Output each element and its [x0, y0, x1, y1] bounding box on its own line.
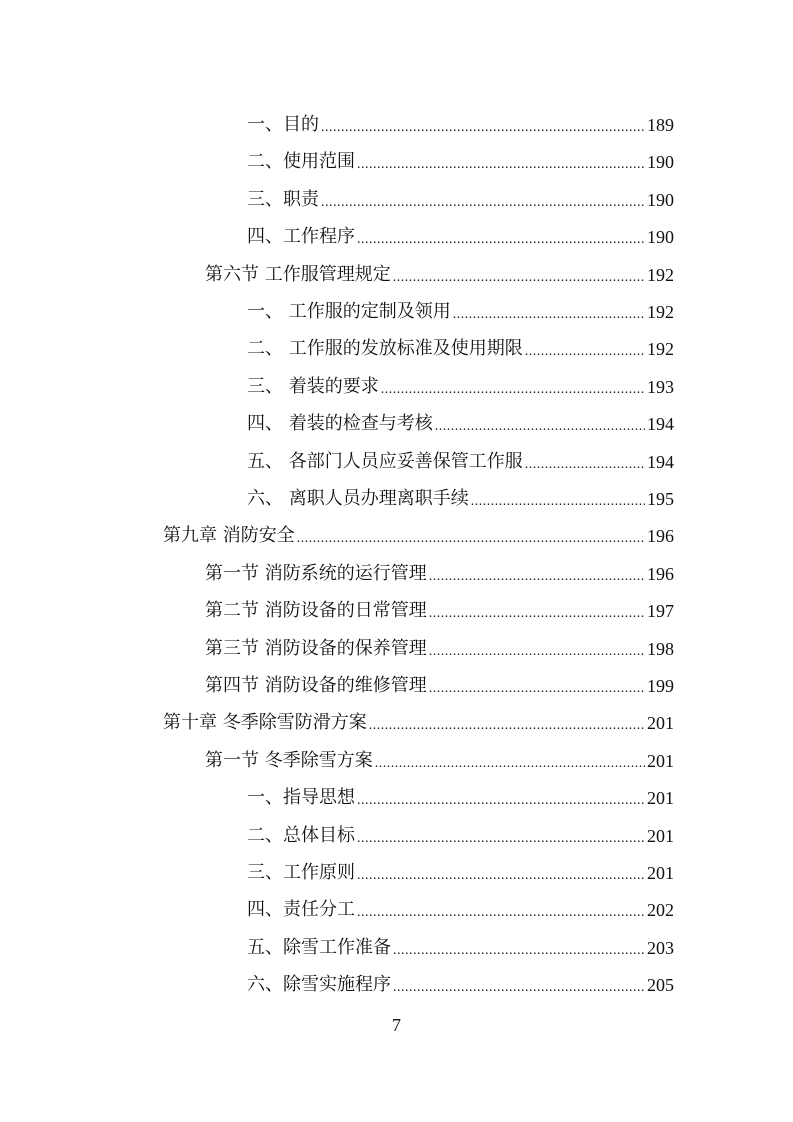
dot-leader — [357, 150, 645, 174]
toc-entry-page: 196 — [647, 563, 674, 584]
toc-entry-title: 五、除雪工作准备 — [247, 936, 391, 958]
toc-entry-title: 四、 着装的检查与考核 — [247, 413, 433, 435]
dot-leader — [429, 562, 645, 586]
toc-entry-page: 196 — [647, 526, 674, 547]
dot-leader — [429, 599, 645, 623]
toc-entry[interactable] — [163, 511, 674, 548]
dot-leader — [357, 786, 645, 810]
toc-entry[interactable] — [205, 586, 674, 623]
toc-entry-title: 一、目的 — [247, 114, 319, 135]
toc-entry[interactable] — [247, 100, 674, 137]
toc-entry-title: 四、责任分工 — [247, 899, 355, 921]
toc-entry[interactable] — [205, 250, 674, 287]
toc-entry[interactable] — [247, 175, 674, 212]
dot-leader — [453, 300, 645, 324]
dot-leader — [429, 674, 645, 698]
dot-leader — [321, 188, 645, 212]
toc-entry-title: 第一节 消防系统的运行管理 — [205, 562, 427, 584]
toc-entry-title: 二、 工作服的发放标准及使用期限 — [247, 338, 523, 360]
dot-leader — [393, 263, 645, 287]
dot-leader — [321, 113, 645, 137]
toc-entry-page: 190 — [647, 227, 674, 248]
toc-entry-title: 六、 离职人员办理离职手续 — [247, 488, 469, 509]
toc-entry-page: 197 — [647, 601, 674, 622]
toc-entry-page: 194 — [647, 414, 674, 435]
toc-entry[interactable] — [205, 736, 674, 773]
toc-entry-title: 四、工作程序 — [247, 226, 355, 248]
toc-entry-title: 六、除雪实施程序 — [247, 974, 391, 996]
toc-entry[interactable] — [247, 362, 674, 399]
toc-entry-page: 193 — [647, 376, 674, 397]
dot-leader — [357, 824, 645, 848]
toc-entry[interactable] — [247, 287, 674, 324]
dot-leader — [357, 861, 645, 885]
dot-leader — [381, 375, 645, 399]
dot-leader — [297, 524, 645, 548]
dot-leader — [525, 450, 645, 474]
toc-entry-page: 201 — [647, 713, 674, 734]
toc-entry[interactable] — [247, 811, 674, 848]
toc-entry[interactable] — [247, 923, 674, 960]
toc-entry-page: 203 — [647, 937, 674, 958]
toc-entry-title: 第九章 消防安全 — [163, 525, 295, 547]
toc-entry-page: 198 — [647, 638, 674, 659]
toc-entry[interactable] — [247, 137, 674, 174]
toc-entry-title: 第一节 冬季除雪方案 — [205, 749, 373, 771]
dot-leader — [369, 711, 645, 735]
toc-entry[interactable] — [247, 773, 674, 810]
toc-entry[interactable] — [205, 549, 674, 586]
dot-leader — [393, 973, 645, 997]
toc-entry[interactable] — [247, 437, 674, 474]
toc-entry-page: 189 — [647, 115, 674, 135]
toc-entry-page: 195 — [647, 489, 674, 509]
toc-entry-title: 五、 各部门人员应妥善保管工作服 — [247, 450, 523, 472]
toc-entry-page: 205 — [647, 975, 674, 996]
toc-entry[interactable] — [247, 960, 674, 997]
dot-leader — [525, 337, 645, 361]
toc-entry[interactable] — [247, 848, 674, 885]
toc-entry-title: 三、 着装的要求 — [247, 375, 379, 397]
toc-entry[interactable] — [247, 399, 674, 436]
toc-entry[interactable] — [205, 661, 674, 698]
page-number: 7 — [392, 1015, 401, 1035]
toc-entry-page: 199 — [647, 676, 674, 696]
dot-leader — [435, 412, 645, 436]
toc-entry-page: 190 — [647, 189, 674, 210]
toc-entry[interactable] — [247, 324, 674, 361]
toc-entry-title: 三、职责 — [247, 188, 319, 210]
dot-leader — [375, 749, 645, 773]
toc-entry-title: 第四节 消防设备的维修管理 — [205, 675, 427, 696]
toc-entry-page: 201 — [647, 750, 674, 771]
toc-entry[interactable] — [247, 885, 674, 922]
toc-entry-page: 202 — [647, 900, 674, 921]
toc-entry-page: 192 — [647, 264, 674, 285]
toc-entry[interactable] — [247, 474, 674, 511]
toc-entry-page: 201 — [647, 788, 674, 809]
toc-entry-title: 第二节 消防设备的日常管理 — [205, 600, 427, 622]
toc-entry-page: 201 — [647, 825, 674, 846]
toc-entry[interactable] — [247, 212, 674, 249]
dot-leader — [357, 898, 645, 922]
toc-entry-title: 二、使用范围 — [247, 151, 355, 173]
dot-leader — [357, 225, 645, 249]
toc-entry-page: 192 — [647, 302, 674, 322]
toc-entry-page: 194 — [647, 451, 674, 472]
toc-entry[interactable] — [163, 698, 674, 735]
dot-leader — [429, 637, 645, 661]
toc-entry-title: 一、指导思想 — [247, 787, 355, 809]
toc-entry-title: 一、 工作服的定制及领用 — [247, 301, 451, 322]
toc-entry-page: 192 — [647, 339, 674, 360]
dot-leader — [471, 487, 645, 511]
dot-leader — [393, 936, 645, 960]
toc-entry-page: 201 — [647, 863, 674, 883]
toc-entry-page: 190 — [647, 152, 674, 173]
toc-entry[interactable] — [205, 624, 674, 661]
toc-entry-title: 二、总体目标 — [247, 824, 355, 846]
toc-entry-title: 三、工作原则 — [247, 862, 355, 883]
toc-entry-title: 第十章 冬季除雪防滑方案 — [163, 712, 367, 734]
toc-entry-title: 第六节 工作服管理规定 — [205, 263, 391, 285]
toc-entry-title: 第三节 消防设备的保养管理 — [205, 637, 427, 659]
